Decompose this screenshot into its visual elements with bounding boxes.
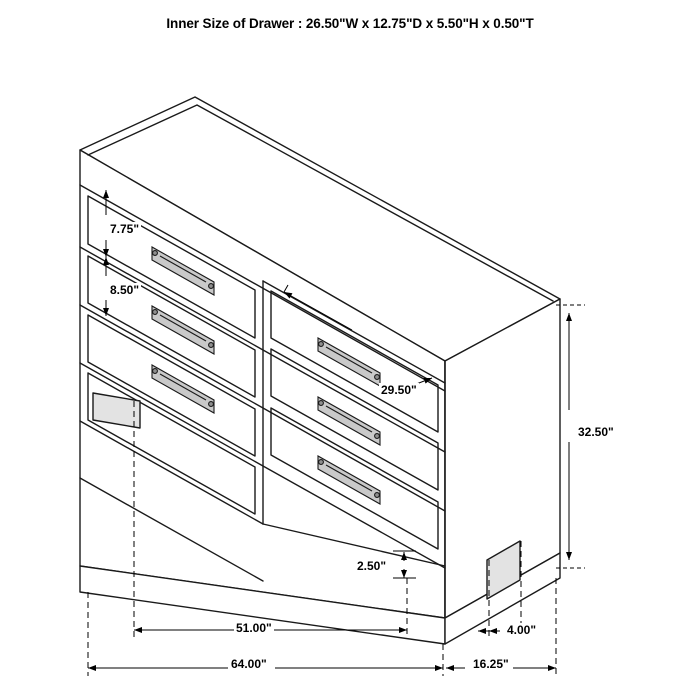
dim-label-32-50: 32.50" [578,425,614,439]
page-title: Inner Size of Drawer : 26.50"W x 12.75"D x 5.50"H x 0.50"T [166,16,534,31]
dim-label-8-50: 8.50" [110,283,140,297]
dim-label-29-50: 29.50" [381,383,417,397]
dim-label-4-00: 4.00" [507,623,537,637]
dim-label-64-00: 64.00" [231,657,267,671]
dim-label-7-75: 7.75" [110,222,140,236]
dim-label-16-25: 16.25" [473,657,509,671]
dim-label-2-50: 2.50" [357,559,387,573]
dim-label-51-00: 51.00" [236,621,272,635]
